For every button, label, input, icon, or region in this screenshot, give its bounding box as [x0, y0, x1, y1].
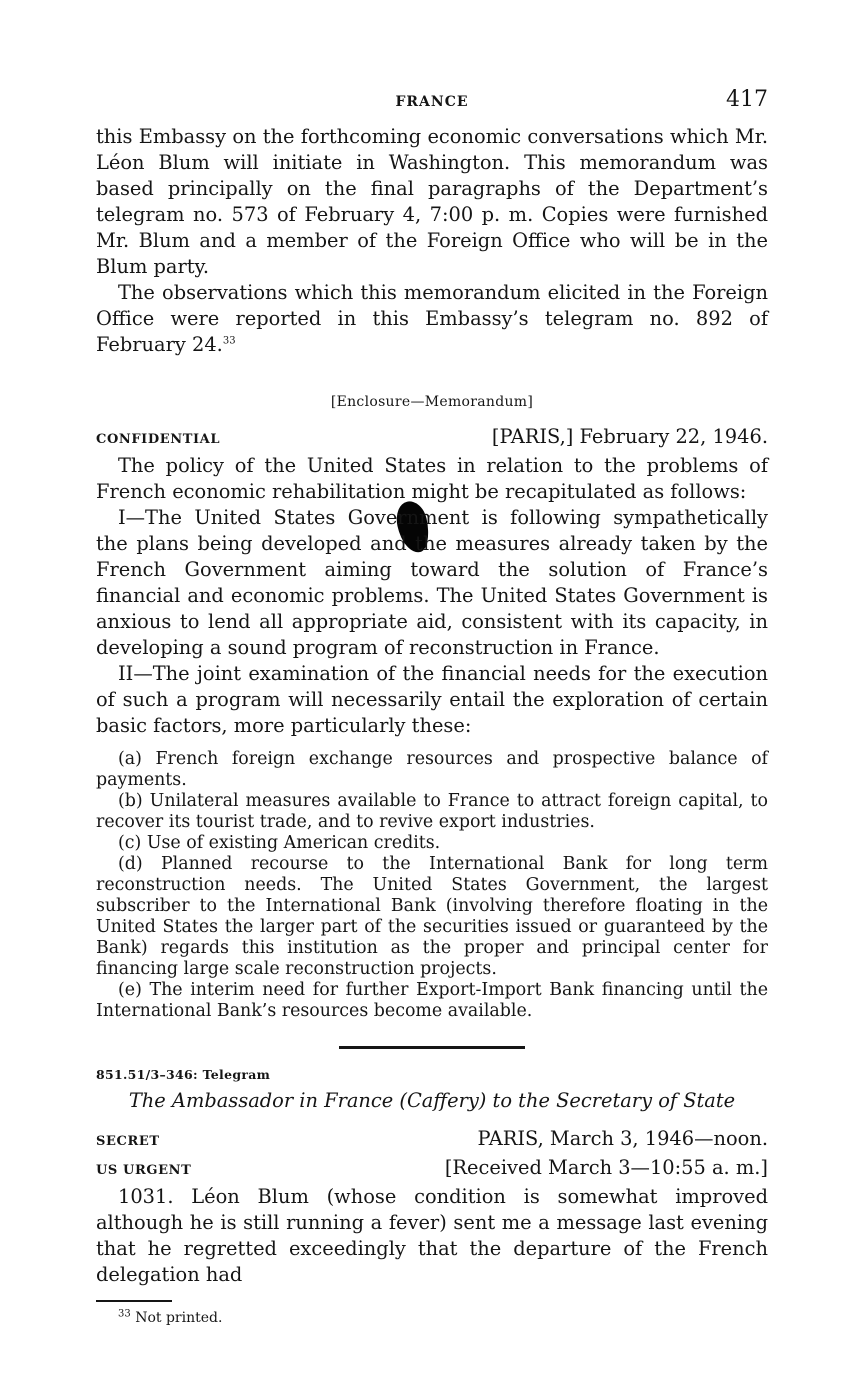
memo-paragraph: II—The joint examination of the financial needs for the execution of such a program will necessarily entail the exploration of certain basic factors, more particularly these:	[96, 662, 768, 737]
priority: US URGENT	[96, 1163, 192, 1178]
memo-paragraph: The policy of the United States in relation to the problems of French economic rehabilitation might be recapitulated as follows:	[96, 454, 768, 503]
running-head: FRANCE	[395, 94, 469, 110]
list-item-text: (c) Use of existing American credits.	[118, 833, 441, 853]
page-number: 417	[726, 87, 768, 112]
footnote-ref: 33	[222, 335, 236, 347]
list-item-text: (a) French foreign exchange resources and prospective balance of payments.	[96, 749, 768, 790]
opening-paragraph: this Embassy on the forthcoming economic conversations which Mr. Léon Blum will initiate in Washington. This memorandum was based principally on the final paragraphs of the Department’s telegram no. 573 of February 4, 7:00 p. m. Copies were furnished Mr. Blum and a member of the Foreign Office who will be in the Blum party.	[96, 125, 768, 278]
list-item	[96, 980, 768, 1022]
footnote-divider	[96, 1300, 172, 1302]
section-divider	[339, 1046, 525, 1049]
list-item	[96, 833, 768, 854]
footnote-marker: 33	[118, 1308, 131, 1320]
place-date: PARIS, March 3, 1946—noon.	[477, 1127, 768, 1150]
telegram-priority-line	[96, 1155, 768, 1184]
place-date: [PARIS,] February 22, 1946.	[491, 425, 768, 448]
memo-paragraph: I—The United States Government is following sympathetically the plans being developed and the measures already taken by the French Government aiming toward the solution of France’s financial and economic problems. The United States Government is anxious to lend all appropriate aid, consistent with its capacity, in developing a sound program of reconstruction in France.	[96, 506, 768, 659]
list-item-text: (d) Planned recourse to the International Bank for long term reconstruction needs. The United States Government, the largest subscriber to the International Bank (involving therefore floating in the United States the larger part of the securities issued or guaranteed by the Bank) regards this institution as the proper and principal center for financing large scale reconstruction projects.	[96, 854, 768, 979]
enclosure-heading: [Enclosure—Memorandum]	[330, 394, 534, 410]
telegram-classification-line	[96, 1126, 768, 1155]
page-header	[96, 84, 768, 124]
footnote-text: Not printed.	[135, 1310, 223, 1326]
classification-line	[96, 424, 768, 453]
list-item	[96, 791, 768, 833]
footnote	[96, 1310, 768, 1326]
telegram-body: 1031. Léon Blum (whose condition is somewhat improved although he is still running a fever) sent me a message last evening that he regretted exceedingly that the departure of the French delegation had	[96, 1185, 768, 1286]
list-item-text: (b) Unilateral measures available to France to attract foreign capital, to recover its tourist trade, and to revive export industries.	[96, 791, 768, 832]
list-item	[96, 854, 768, 980]
document-page	[96, 84, 768, 1326]
opening-paragraph	[96, 280, 768, 358]
telegram-title: The Ambassador in France (Caffery) to the Secretary of State	[128, 1089, 736, 1112]
received-date: [Received March 3—10:55 a. m.]	[444, 1156, 768, 1179]
document-number: 851.51/3–346: Telegram	[96, 1067, 271, 1082]
paragraph-text: The observations which this memorandum elicited in the Foreign Office were reported in this Embassy’s telegram no. 892 of February 24.	[96, 281, 768, 356]
list-item	[96, 749, 768, 791]
list-item-text: (e) The interim need for further Export-Import Bank financing until the International Bank’s resources become available.	[96, 980, 768, 1021]
classification: CONFIDENTIAL	[96, 432, 221, 447]
classification: SECRET	[96, 1134, 160, 1149]
